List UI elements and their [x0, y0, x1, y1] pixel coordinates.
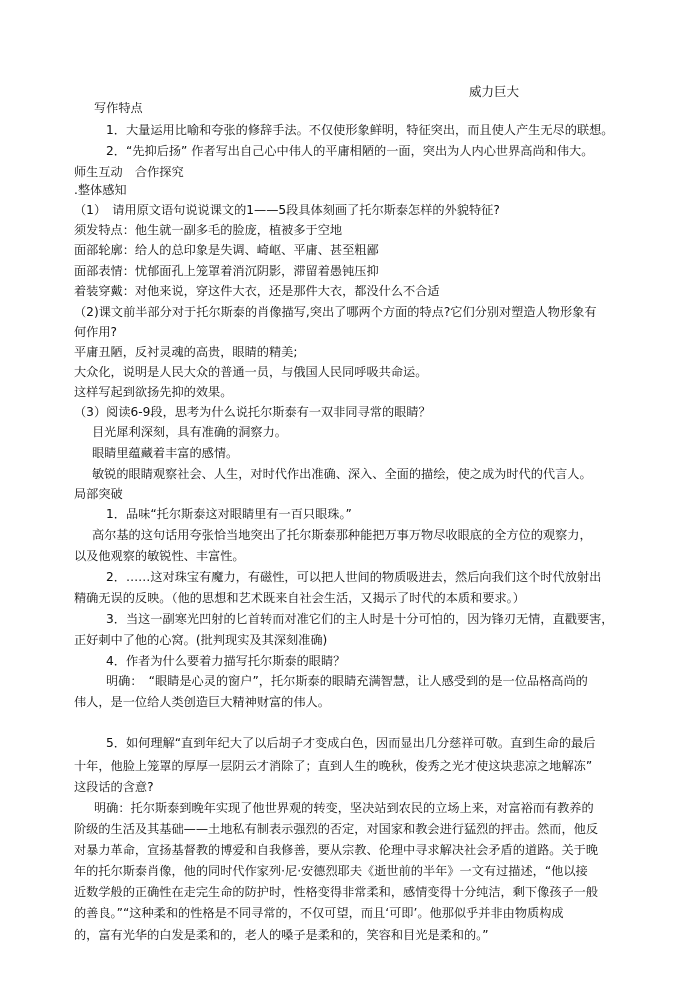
text-line: .整体感知 [74, 183, 127, 197]
text-line: 1．大量运用比喻和夸张的修辞手法。不仅使形象鲜明，特征突出，而且使人产生无尽的联想。 [106, 123, 614, 137]
text-line: 着装穿戴：对他来说，穿这件大衣，还是那件大衣，都没什么不合适 [74, 284, 440, 298]
page-title: 威力巨大 [469, 84, 520, 99]
text-line: 正好刺中了他的心窝。(批判现实及其深刻准确) [74, 633, 328, 647]
text-line: 面部轮廓：给人的总印象是失调、崎岖、平庸、甚至粗鄙 [74, 243, 379, 257]
text-line: 明确：托尔斯泰到晚年实现了他世界观的转变，坚决站到农民的立场上来，对富裕而有教养的 [94, 801, 594, 815]
text-line: （3）阅读6-9段，思考为什么说托尔斯泰有一双非同寻常的眼睛？ [74, 405, 431, 419]
text-line: 十年，他脸上笼罩的厚厚一层阴云才消除了；直到人生的晚秋，俊秀之光才使这块悲凉之地解冻” [74, 759, 593, 773]
text-line: 的，富有光华的白发是柔和的，老人的嗓子是柔和的，笑容和目光是柔和的。” [74, 928, 489, 942]
text-line: 平庸丑陋，反衬灵魂的高贵，眼睛的精美; [74, 345, 298, 359]
text-line: 对暴力革命，宣扬基督教的博爱和自我修善，要从宗教、伦理中寻求解决社会矛盾的道路。关于晚 [74, 843, 599, 857]
text-line: 3．当这一副寒光凹射的匕首转而对准它们的主人时是十分可怕的，因为锋刃无情，直戳要害， [106, 612, 614, 626]
text-line: 师生互动 合作探究 [74, 165, 184, 179]
text-line: 的善良。”“这种柔和的性格是不同寻常的，不仅可望，而且‘可即’。他那似乎并非由物质构成 [74, 906, 564, 920]
text-line: 阶级的生活及其基础——土地私有制表示强烈的否定，对国家和教会进行猛烈的抨击。然而，他反 [74, 822, 599, 836]
text-line: 2．……这对珠宝有魔力，有磁性，可以把人世间的物质吸进去，然后向我们这个时代放射出 [106, 570, 602, 584]
text-line: 敏锐的眼睛观察社会、人生，对时代作出准确、深入、全面的描绘，使之成为时代的代言人。 [92, 467, 592, 481]
text-line: 伟人，是一位给人类创造巨大精神财富的伟人。 [74, 695, 330, 709]
text-line: 精确无误的反映。（他的思想和艺术既来自社会生活，又揭示了时代的本质和要求。） [74, 591, 525, 605]
text-line: （1） 请用原文语句说说课文的1——5段具体刻画了托尔斯泰怎样的外貌特征? [74, 203, 500, 217]
text-line: 以及他观察的敏锐性、丰富性。 [74, 549, 245, 563]
text-line: 1．品味“托尔斯泰这对眼睛里有一百只眼珠。” [106, 507, 352, 521]
text-line: 写作特点 [94, 101, 143, 115]
text-line: 面部表情：忧郁面孔上笼罩着消沉阴影，滞留着愚钝压抑 [74, 264, 379, 278]
text-line: 须发特点：他生就一副多毛的脸庞，植被多于空地 [74, 223, 343, 237]
text-line: 2．“先抑后扬” 作者写出自己心中伟人的平庸相陋的一面，突出为人内心世界高尚和伟大。 [106, 144, 594, 158]
text-line: 明确： “眼睛是心灵的窗户”，托尔斯泰的眼睛充满智慧，让人感受到的是一位品格高尚的 [106, 674, 588, 688]
text-line: 这样写起到欲扬先抑的效果。 [74, 385, 233, 399]
text-line: 眼睛里蕴藏着丰富的感情。 [92, 446, 239, 460]
text-line: 大众化，说明是人民大众的普通一员，与俄国人民同呼吸共命运。 [74, 365, 428, 379]
text-line: 4．作者为什么要着力描写托尔斯泰的眼睛？ [106, 654, 346, 668]
text-line: 这段话的含意? [74, 780, 154, 794]
text-line: 局部突破 [74, 487, 123, 501]
text-line: （2)课文前半部分对于托尔斯泰的肖像描写,突出了哪两个方面的特点?它们分别对塑造人物形象有 [74, 305, 597, 319]
text-line: 何作用? [74, 325, 118, 339]
text-line: 高尔基的这句话用夸张恰当地突出了托尔斯泰那种能把万事万物尽收眼底的全方位的观察力， [92, 528, 592, 542]
text-line: 近数学般的正确性在走完生命的防护时，性格变得非常柔和，感情变得十分纯洁，剩下像孩子一般 [74, 885, 599, 899]
text-line: 目光犀利深刻，具有准确的洞察力。 [92, 425, 287, 439]
text-line: 5．如何理解“直到年纪大了以后胡子才变成白色，因而显出几分慈祥可敬。直到生命的最后 [106, 736, 596, 750]
text-line: 年的托尔斯泰肖像，他的同时代作家列·尼·安德烈耶夫《逝世前的半年》一文有过描述，“他以接 [74, 864, 588, 878]
